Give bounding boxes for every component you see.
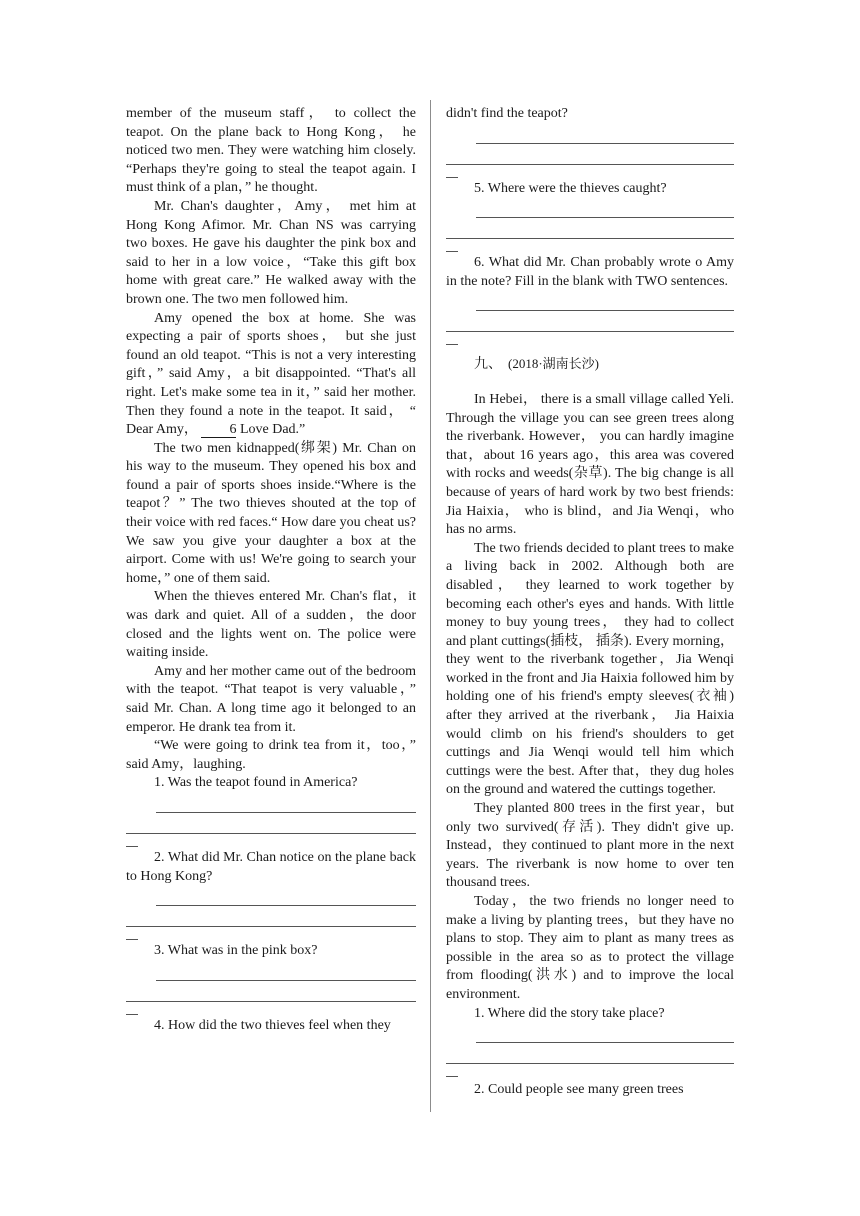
answer-line-end bbox=[446, 1066, 458, 1077]
answer-line-end bbox=[446, 241, 458, 252]
story-paragraph bbox=[126, 310, 416, 440]
section-heading bbox=[446, 355, 734, 375]
answer-line-end bbox=[126, 1004, 138, 1015]
question-6: 6. What did Mr. Chan probably wrote o Amy in the note? Fill in the blank with TWO sentences. bbox=[446, 255, 734, 289]
passage-question-1: 1. Where did the story take place? bbox=[474, 1005, 665, 1021]
question-4-continued: didn't find the teapot? bbox=[446, 106, 568, 121]
answer-line-end bbox=[126, 929, 138, 940]
answer-line[interactable] bbox=[156, 966, 416, 981]
passage-paragraph: The two friends decided to plant trees to make a living back in 2002. Although both are disabled， they learned to work together by becoming each other's eyes and hands. With little money to buy young trees， they had to collect and plant cuttings(插枝， 插条). Every morning，they went to the riverbank together，Jia Wenqi worked in the front and Jia Haixia followed him by holding one of his friend's empty sleeves(衣袖) after they arrived at the riverbank， Jia Haixia would climb on his friend's shoulders to get cuttings and Jia Wenqi would tell him which cuttings were the best. After that，they dug holes on the ground and watered the cuttings together. bbox=[446, 540, 734, 798]
passage-paragraph: In Hebei， there is a small village called Yeli. Through the village you can see green trees along the riverbank. However， you can hardly imagine that，about 16 years ago，this area was covered with rocks and weeds(杂草). The big change is all because of years of hard work by two best friends: Jia Haixia， who is blind，and Jia Wenqi，who has no arms. bbox=[446, 391, 734, 538]
section-source: (2018·湖南长沙) bbox=[508, 356, 599, 372]
answer-line[interactable] bbox=[126, 987, 416, 1002]
answer-line[interactable] bbox=[476, 296, 734, 311]
answer-line[interactable] bbox=[156, 798, 416, 813]
answer-line[interactable] bbox=[446, 1049, 734, 1064]
answer-line[interactable] bbox=[446, 224, 734, 239]
question-1: 1. Was the teapot found in America? bbox=[154, 775, 358, 791]
answer-line[interactable] bbox=[476, 129, 734, 144]
question-5: 5. Where were the thieves caught? bbox=[474, 180, 667, 196]
answer-line[interactable] bbox=[126, 912, 416, 927]
answer-line[interactable] bbox=[476, 1028, 734, 1043]
story-text: Love Dad.” bbox=[236, 422, 306, 438]
answer-line[interactable] bbox=[126, 819, 416, 834]
answer-line[interactable] bbox=[446, 317, 734, 332]
story-paragraph: member of the museum staff， to collect the teapot. On the plane back to Hong Kong， he noticed two men. They were watching him closely. “Perhaps they're going to steal the teapot again. I must think of a plan，” he thought. bbox=[126, 106, 416, 196]
section-number: 九、 bbox=[474, 357, 502, 373]
left-column bbox=[126, 105, 416, 1035]
story-paragraph: The two men kidnapped(绑架) Mr. Chan on his way to the museum. They opened his box and found a pair of sports shoes inside.“Where is the teapot？” The two thieves shouted at the top of their voice with red faces.“ How dare you cheat us? We saw you give your daughter a box at the airport. Come with us! We're going to search your home，” one of them said. bbox=[126, 440, 416, 586]
story-paragraph: Mr. Chan's daughter，Amy， met him at Hong Kong Afimor. Mr. Chan NS was carrying two boxes. He gave his daughter the pink box and said to her in a low voice，“Take this gift box home with great care.” He walked away with the brown one. The two men followed him. bbox=[126, 198, 416, 307]
answer-line[interactable] bbox=[476, 203, 734, 218]
passage-question-2: 2. Could people see many green trees bbox=[474, 1082, 684, 1098]
answer-line-end bbox=[446, 167, 458, 178]
answer-line-end bbox=[446, 334, 458, 345]
answer-line[interactable] bbox=[446, 150, 734, 165]
story-paragraph: “We were going to drink tea from it，too，” said Amy，laughing. bbox=[126, 738, 416, 772]
question-4: 4. How did the two thieves feel when they bbox=[154, 1017, 391, 1033]
right-column bbox=[446, 105, 734, 1100]
story-text: Amy opened the box at home. She was expecting a pair of sports shoes， but she just found an old teapot. “This is not a very interesting gift，” said Amy，a bit disappointed. “That's all right. Let's make some tea in it，” said her mother. Then they found a note in the teapot. It said， “ Dear Amy， bbox=[126, 310, 416, 438]
fill-blank-6[interactable]: 6 bbox=[201, 422, 236, 438]
passage-paragraph: Today，the two friends no longer need to make a living by planting trees，but they have no plans to stop. They aim to plant as many trees as possible in the area so as to protect the village from flooding(洪水) and to improve the local environment. bbox=[446, 894, 734, 1002]
question-2: 2. What did Mr. Chan notice on the plane back to Hong Kong? bbox=[126, 849, 416, 884]
column-divider bbox=[430, 100, 431, 1112]
passage-paragraph: They planted 800 trees in the first year，but only two survived(存活). They didn't give up. Instead，they continued to plant more in the next years. The riverbank is now home to over ten thousand trees. bbox=[446, 801, 734, 891]
answer-line[interactable] bbox=[156, 891, 416, 906]
story-paragraph: When the thieves entered Mr. Chan's flat，it was dark and quiet. All of a sudden，the door closed and the lights went on. The police were waiting inside. bbox=[126, 589, 416, 661]
answer-line-end bbox=[126, 836, 138, 847]
question-3: 3. What was in the pink box? bbox=[154, 943, 318, 959]
story-paragraph: Amy and her mother came out of the bedroom with the teapot. “That teapot is very valuable，” said Mr. Chan. A long time ago it belonged to an emperor. He drank tea from it. bbox=[126, 663, 416, 735]
